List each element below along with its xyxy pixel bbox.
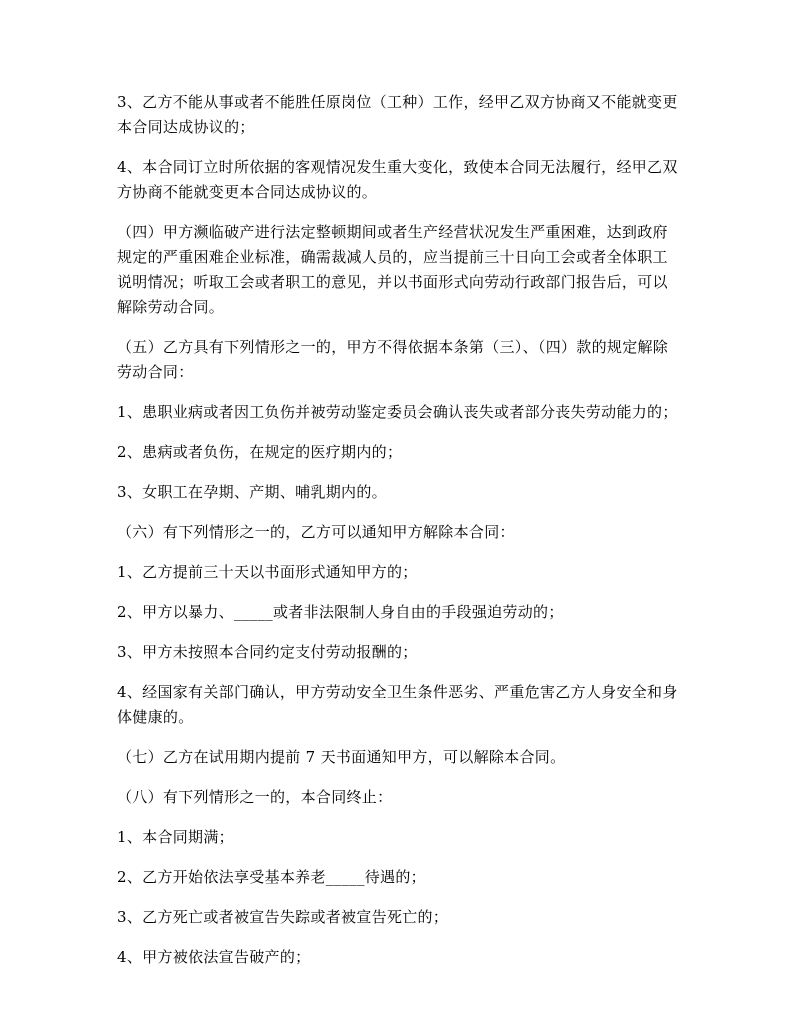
paragraph-item-3-female-worker: 3、女职工在孕期、产期、哺乳期内的。 — [117, 483, 387, 501]
paragraph-item-2-illness: 2、患病或者负伤，在规定的医疗期内的； — [117, 443, 403, 461]
paragraph-item-4-unsafe-conditions: 4、经国家有关部门确认，甲方劳动安全卫生条件恶劣、严重危害乙方人身安全和身体健康的。 — [117, 683, 678, 726]
paragraph-item-2-forced-labor: 2、甲方以暴力、_____或者非法限制人身自由的手段强迫劳动的； — [117, 603, 564, 621]
paragraph-section-8-contract-end: （八）有下列情形之一的，本合同终止： — [117, 788, 393, 806]
paragraph-item-1-contract-expiry: 1、本合同期满； — [117, 828, 234, 846]
paragraph-section-4-layoff: （四）甲方濒临破产进行法定整顿期间或者生产经营状况发生严重困难，达到政府规定的严重困难企业标准，确需裁减人员的，应当提前三十日向工会或者全体职工说明情况；听取工会或者职工的意见，并以书面形式向劳动行政部门报告后，可以解除劳动合同。 — [117, 223, 668, 316]
paragraph-item-3-death-missing: 3、乙方死亡或者被宣告失踪或者被宣告死亡的； — [117, 908, 449, 926]
paragraph-clause-4-circumstance-change: 4、本合同订立时所依据的客观情况发生重大变化，致使本合同无法履行，经甲乙双方协商不能就变更本合同达成协议的。 — [117, 158, 678, 201]
paragraph-clause-3-unable-to-work: 3、乙方不能从事或者不能胜任原岗位（工种）工作，经甲乙双方协商又不能就变更本合同达成协议的； — [117, 93, 678, 136]
paragraph-item-3-unpaid-wages: 3、甲方未按照本合同约定支付劳动报酬的； — [117, 643, 418, 661]
paragraph-item-1-occupational-disease: 1、患职业病或者因工负伤并被劳动鉴定委员会确认丧失或者部分丧失劳动能力的； — [117, 403, 678, 421]
paragraph-section-7-probation: （七）乙方在试用期内提前 7 天书面通知甲方，可以解除本合同。 — [117, 748, 566, 766]
paragraph-item-4-bankruptcy: 4、甲方被依法宣告破产的； — [117, 948, 311, 966]
paragraph-item-1-thirty-days-notice: 1、乙方提前三十天以书面形式通知甲方的； — [117, 563, 418, 581]
paragraph-item-2-pension: 2、乙方开始依法享受基本养老_____待遇的； — [117, 868, 426, 886]
paragraph-section-6-employee-termination: （六）有下列情形之一的，乙方可以通知甲方解除本合同： — [117, 523, 515, 541]
paragraph-section-5-restrictions: （五）乙方具有下列情形之一的，甲方不得依据本条第（三）、（四）款的规定解除劳动合同： — [117, 338, 669, 381]
document-page — [117, 90, 682, 985]
